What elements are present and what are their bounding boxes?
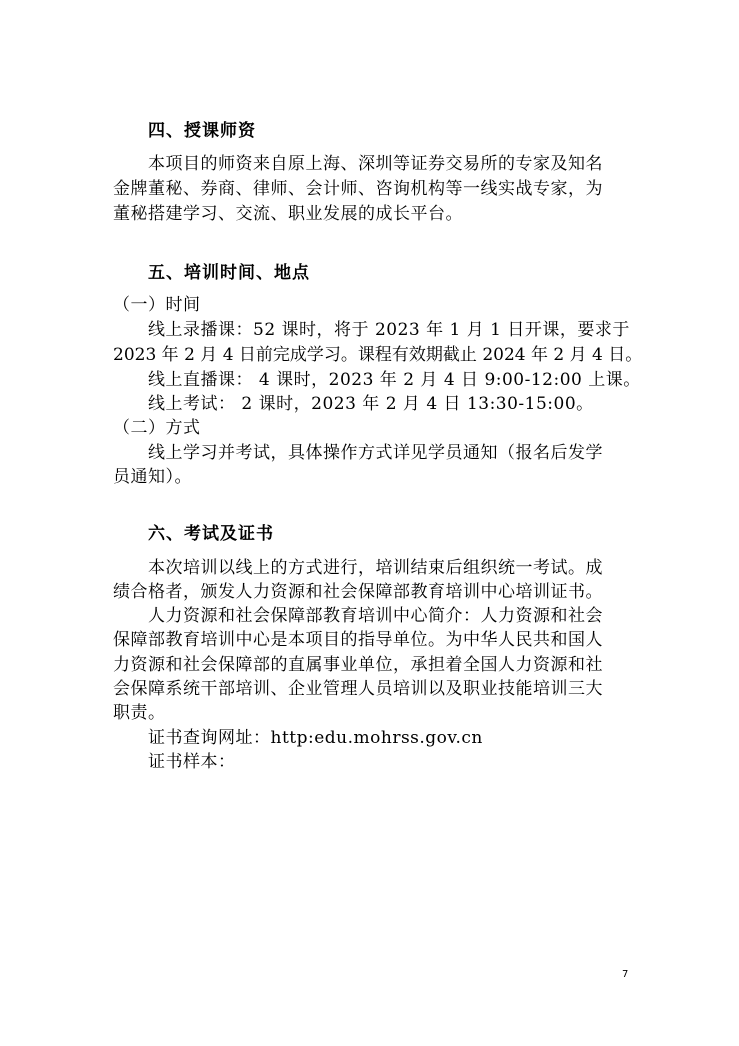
text-line: 本次培训以线上的方式进行，培训结束后组织统一考试。成: [148, 558, 603, 578]
text-line: 金牌董秘、券商、律师、会计师、咨询机构等一线实战专家，为: [113, 179, 603, 199]
subsection-title-method: （二）方式: [113, 418, 201, 438]
text-line: 本项目的师资来自原上海、深圳等证券交易所的专家及知名: [148, 154, 603, 174]
subsection-title-time: （一）时间: [113, 295, 201, 315]
text-line: 力资源和社会保障部的直属事业单位，承担着全国人力资源和社: [113, 655, 603, 675]
text-line: 员通知）。: [113, 467, 192, 487]
text-line: 线上录播课：52 课时，将于 2023 年 1 月 1 日开课，要求于: [148, 320, 630, 340]
text-line: 线上考试： 2 课时，2023 年 2 月 4 日 13:30-15:00。: [148, 394, 594, 414]
text-line: 线上学习并考试，具体操作方式详见学员通知（报名后发学: [148, 443, 603, 463]
section-heading-exam-certificate: 六、考试及证书: [148, 524, 274, 544]
section-heading-teachers: 四、授课师资: [148, 121, 256, 141]
page-number: 7: [622, 969, 629, 980]
text-line: 职责。: [113, 703, 166, 723]
certificate-query-url: 证书查询网址：http:edu.mohrss.gov.cn: [148, 728, 483, 748]
text-line: 保障部教育培训中心是本项目的指导单位。为中华人民共和国人: [113, 630, 603, 650]
text-line: 董秘搭建学习、交流、职业发展的成长平台。: [113, 204, 463, 224]
text-line: 人力资源和社会保障部教育培训中心简介：人力资源和社会: [148, 606, 603, 626]
text-line: 绩合格者，颁发人力资源和社会保障部教育培训中心培训证书。: [113, 582, 603, 602]
text-line: 证书样本：: [148, 752, 236, 772]
section-heading-time-location: 五、培训时间、地点: [148, 263, 310, 283]
text-line: 2023 年 2 月 4 日前完成学习。课程有效期截止 2024 年 2 月 4 日。: [113, 345, 643, 365]
text-line: 线上直播课： 4 课时，2023 年 2 月 4 日 9:00-12:00 上课。: [148, 370, 641, 390]
text-line: 会保障系统干部培训、企业管理人员培训以及职业技能培训三大: [113, 679, 603, 699]
